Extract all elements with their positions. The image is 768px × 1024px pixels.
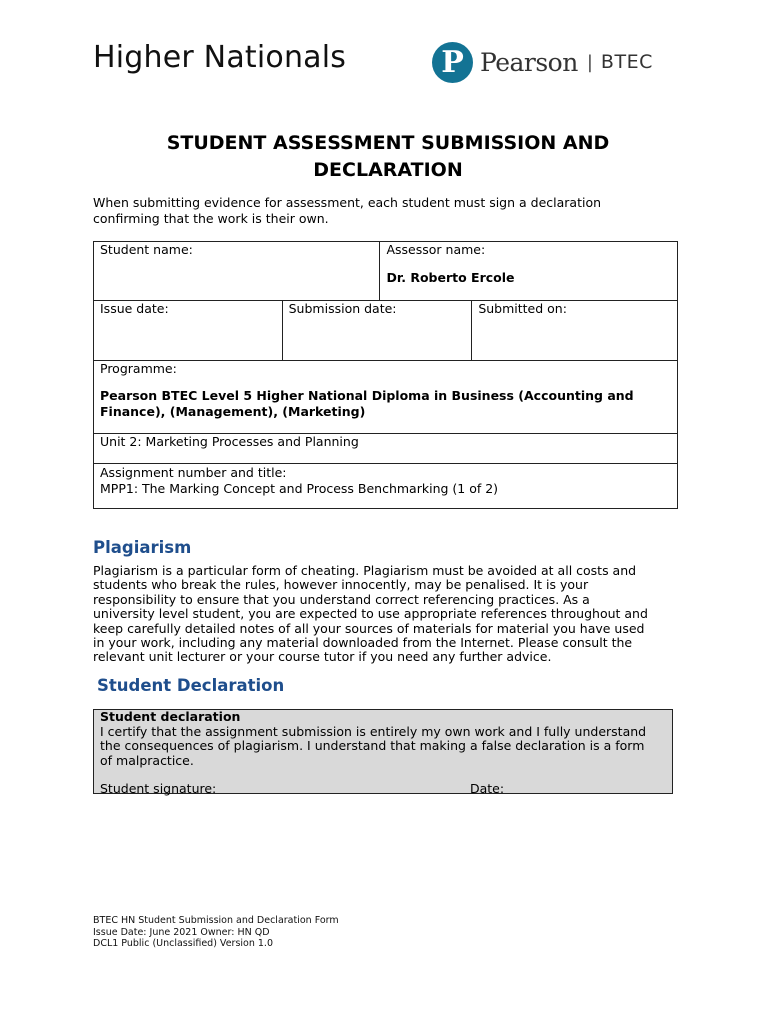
programme-label: Programme: bbox=[100, 361, 177, 376]
pearson-btec-logo bbox=[432, 40, 653, 84]
programme-field bbox=[94, 361, 678, 434]
issue-date-label: Issue date: bbox=[100, 301, 169, 316]
declaration-box: Student declaration I certify that the assignment submission is entirely my own work and I fully understand the consequences of plagiarism. I understand that making a false declaration is a form of malpractice. Student signature: Date: bbox=[93, 709, 673, 794]
declaration-date-field[interactable]: Date: bbox=[470, 781, 505, 796]
page-title: STUDENT ASSESSMENT SUBMISSION AND DECLARATION bbox=[166, 132, 610, 181]
assessor-name-value: Dr. Roberto Ercole bbox=[386, 270, 515, 285]
student-declaration-heading: Student Declaration bbox=[97, 676, 285, 695]
programme-value-line1: Pearson BTEC Level 5 Higher National Diploma in Business (Accounting and bbox=[100, 388, 634, 403]
assessor-name-field bbox=[380, 242, 678, 301]
declaration-box-title: Student declaration bbox=[100, 709, 241, 724]
footer: BTEC HN Student Submission and Declaration Form Issue Date: June 2021 Owner: HN QD DCL1 Public (Unclassified) Version 1.0 bbox=[93, 915, 339, 949]
programme-value-line2: Finance), (Management), (Marketing) bbox=[100, 404, 366, 419]
plagiarism-heading: Plagiarism bbox=[93, 538, 192, 557]
assignment-value: MPP1: The Marking Concept and Process Benchmarking (1 of 2) bbox=[100, 481, 499, 496]
submission-info-table bbox=[93, 241, 678, 509]
submitted-on-label: Submitted on: bbox=[478, 301, 567, 316]
submission-date-field[interactable] bbox=[282, 301, 472, 361]
unit-field bbox=[94, 434, 678, 464]
pearson-p-logo-icon: P bbox=[432, 42, 473, 83]
submission-date-label: Submission date: bbox=[288, 301, 397, 316]
student-name-label: Student name: bbox=[100, 242, 193, 257]
unit-value: Unit 2: Marketing Processes and Planning bbox=[100, 434, 359, 449]
assignment-field bbox=[94, 464, 678, 509]
logo-separator: | bbox=[586, 51, 593, 73]
assignment-label: Assignment number and title: bbox=[100, 465, 287, 480]
logo-brand: Pearson bbox=[480, 47, 578, 77]
student-name-field[interactable] bbox=[94, 242, 380, 301]
student-signature-field[interactable]: Student signature: bbox=[100, 781, 217, 796]
issue-date-field[interactable] bbox=[94, 301, 283, 361]
logo-sub-brand: BTEC bbox=[600, 51, 653, 73]
header-title: Higher Nationals bbox=[93, 40, 347, 75]
assessor-name-label: Assessor name: bbox=[386, 242, 486, 257]
intro-text: When submitting evidence for assessment, each student must sign a declaration confirming that the work is their own. bbox=[93, 195, 602, 226]
submitted-on-field[interactable] bbox=[472, 301, 678, 361]
plagiarism-text: Plagiarism is a particular form of cheating. Plagiarism must be avoided at all costs and students who break the rules, however innocently, may be penalised. It is your responsibility to ensure that you understand correct referencing practices. As a university level student, you are expected to use appropriate references throughout and keep carefully detailed notes of all your sources of materials for material you have used in your work, including any material downloaded from the Internet. Please consult the relevant unit lecturer or your course tutor if you need any further advice. bbox=[93, 563, 648, 665]
